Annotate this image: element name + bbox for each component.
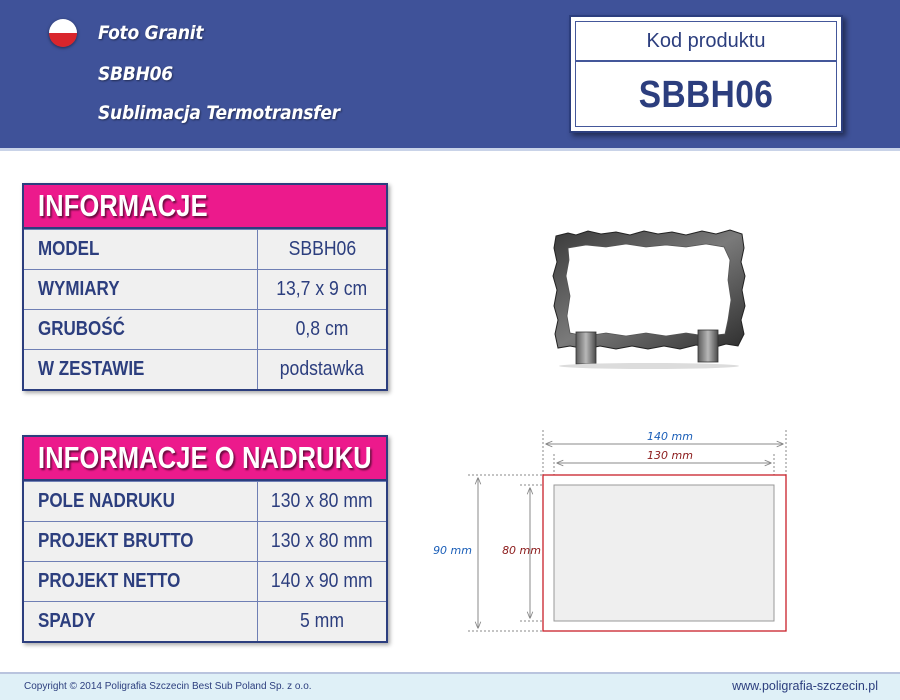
info-table-header bbox=[24, 185, 386, 229]
table-row bbox=[24, 481, 386, 521]
print-info-table bbox=[22, 435, 388, 643]
product-photo bbox=[546, 220, 752, 370]
table-row bbox=[24, 309, 386, 349]
print-table-title: INFORMACJE O NADRUKU bbox=[38, 440, 372, 475]
code-box-divider bbox=[576, 60, 836, 62]
row-value: 130 x 80 mm bbox=[271, 530, 373, 552]
inner-height-label: 80 mm bbox=[502, 544, 541, 557]
row-label: POLE NADRUKU bbox=[24, 482, 258, 521]
row-value: podstawka bbox=[279, 358, 365, 380]
website-link[interactable]: www.poligrafia-szczecin.pl bbox=[732, 679, 878, 693]
table-row bbox=[24, 349, 386, 389]
print-dimension-diagram bbox=[433, 420, 810, 645]
table-row bbox=[24, 229, 386, 269]
row-label: MODEL bbox=[24, 230, 258, 269]
row-label: PROJEKT NETTO bbox=[24, 562, 258, 601]
table-row bbox=[24, 601, 386, 641]
code-box-value: SBBH06 bbox=[638, 74, 774, 116]
row-value: 140 x 90 mm bbox=[271, 570, 373, 592]
inner-width-label: 130 mm bbox=[647, 449, 693, 462]
row-label: GRUBOŚĆ bbox=[24, 310, 258, 349]
table-row bbox=[24, 521, 386, 561]
row-label: PROJEKT BRUTTO bbox=[24, 522, 258, 561]
info-table bbox=[22, 183, 388, 391]
row-value: 0,8 cm bbox=[295, 318, 349, 340]
product-code-line: SBBH06 bbox=[98, 63, 173, 85]
header-divider bbox=[0, 148, 900, 151]
row-value: SBBH06 bbox=[288, 238, 356, 260]
row-value: 13,7 x 9 cm bbox=[276, 278, 368, 300]
technique-line: Sublimacja Termotransfer bbox=[98, 102, 340, 124]
print-area-rect bbox=[554, 485, 774, 621]
row-value: 5 mm bbox=[300, 610, 344, 632]
header-banner bbox=[0, 0, 900, 148]
row-label: WYMIARY bbox=[24, 270, 258, 309]
product-title: Foto Granit bbox=[98, 22, 204, 44]
copyright-text: Copyright © 2014 Poligrafia Szczecin Best Sub Poland Sp. z o.o. bbox=[24, 681, 312, 692]
row-label: W ZESTAWIE bbox=[24, 350, 258, 389]
table-row bbox=[24, 561, 386, 601]
row-value: 130 x 80 mm bbox=[271, 490, 373, 512]
table-row bbox=[24, 269, 386, 309]
product-code-box bbox=[569, 15, 843, 133]
code-box-label: Kod produktu bbox=[646, 30, 766, 52]
poland-flag-icon bbox=[49, 19, 77, 47]
outer-height-label: 90 mm bbox=[433, 544, 472, 557]
row-label: SPADY bbox=[24, 602, 258, 641]
info-table-title: INFORMACJE bbox=[38, 188, 208, 223]
footer bbox=[0, 674, 900, 700]
outer-width-label: 140 mm bbox=[647, 430, 693, 443]
print-table-header bbox=[24, 437, 386, 481]
